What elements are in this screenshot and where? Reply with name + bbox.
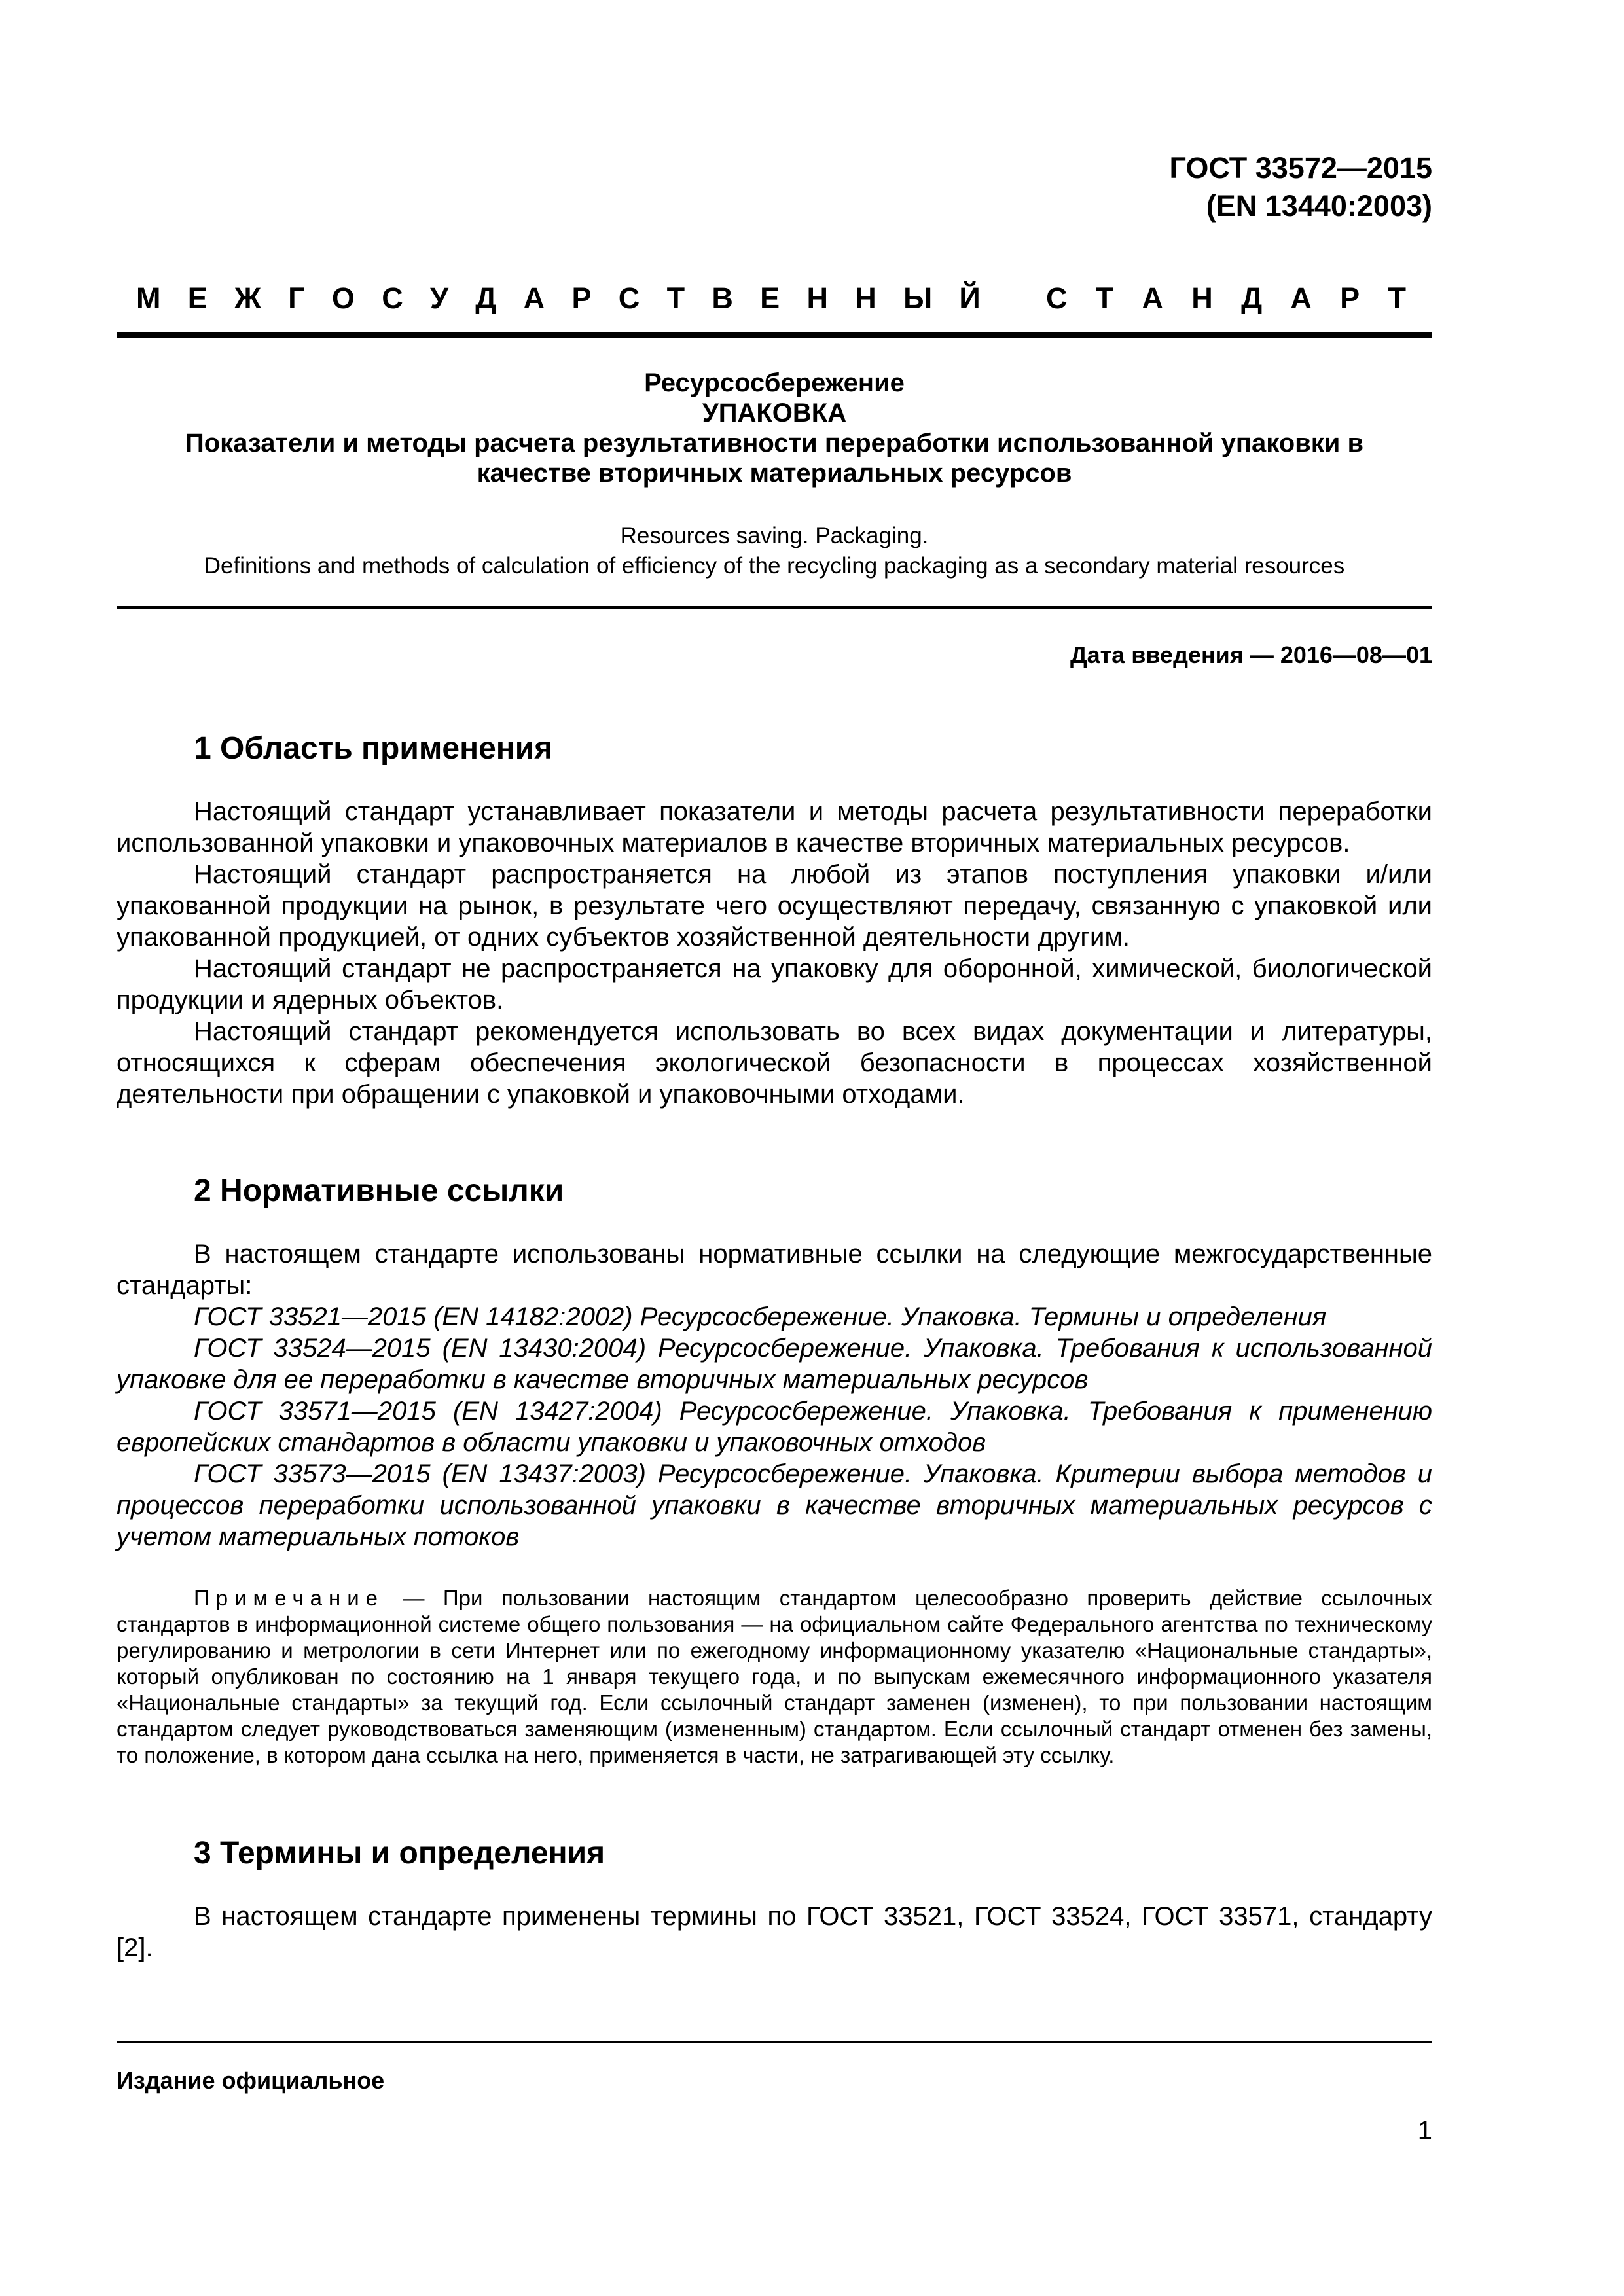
title-rule	[117, 606, 1432, 609]
letter: Н	[855, 281, 876, 315]
official-edition-label: Издание официальное	[117, 2067, 385, 2094]
letter: Р	[1340, 281, 1360, 315]
letter: Т	[1388, 281, 1406, 315]
interstate-word	[117, 280, 981, 317]
letter: Г	[288, 281, 305, 315]
section-1-body	[117, 796, 1432, 1110]
normative-reference: ГОСТ 33571—2015 (EN 13427:2004) Ресурсосбережение. Упаковка. Требования к применению европейских стандартов в области упаковки и упаковочных отходов	[117, 1397, 1432, 1457]
note-paragraph	[117, 1585, 1432, 1768]
paragraph: В настоящем стандарте использованы нормативные ссылки на следующие межгосударственные стандарты:	[117, 1240, 1432, 1300]
normative-reference: ГОСТ 33524—2015 (EN 13430:2004) Ресурсосбережение. Упаковка. Требования к использованной упаковке для ее переработки в качестве вторичных материальных ресурсов	[117, 1334, 1432, 1394]
letter: С	[618, 281, 640, 315]
letter: Н	[806, 281, 828, 315]
header-rule	[117, 332, 1432, 338]
paragraph: Настоящий стандарт распространяется на любой из этапов поступления упаковки и/или упакованной продукции на рынок, в результате чего осуществляют передачу, связанную с упаковкой или упакованной продукцией, от одних субъектов хозяйственной деятельности другим.	[117, 860, 1432, 952]
note-text: — При пользовании настоящим стандартом целесообразно проверить действие ссылочных стандартов в информационной системе общего пользования — на официальном сайте Федерального агентства по техническому регулированию и метрологии в сети Интернет или по ежегодному информационному указателю «Национальные стандарты», который опубликован по состоянию на 1 января текущего года, и по выпускам ежемесячного информационного указателя «Национальные стандарты» за текущий год. Если ссылочный стандарт заменен (изменен), то при пользовании настоящим стандартом следует руководствоваться заменяющим (измененным) стандартом. Если ссылочный стандарт отменен без замены, то положение, в котором дана ссылка на него, применяется в части, не затрагивающей эту ссылку.	[117, 1586, 1433, 1767]
normative-reference: ГОСТ 33521—2015 (EN 14182:2002) Ресурсосбережение. Упаковка. Термины и определения	[194, 1302, 1327, 1331]
letter: Р	[571, 281, 592, 315]
letter: Е	[760, 281, 780, 315]
letter: У	[430, 281, 448, 315]
paragraph: В настоящем стандарте применены термины по ГОСТ 33521, ГОСТ 33524, ГОСТ 33571, стандарту [2].	[117, 1902, 1432, 1962]
letter: Й	[959, 281, 981, 315]
letter: С	[1046, 281, 1068, 315]
section-2-body	[117, 1238, 1432, 1552]
letter: М	[136, 281, 161, 315]
paragraph: Настоящий стандарт не распространяется на упаковку для оборонной, химической, биологической продукции и ядерных объектов.	[117, 954, 1432, 1014]
note-label: Примечание	[194, 1586, 385, 1610]
gost-number: ГОСТ 33572—2015	[1169, 151, 1432, 185]
normative-reference: ГОСТ 33573—2015 (EN 13437:2003) Ресурсосбережение. Упаковка. Критерии выбора методов и процессов переработки использованной упаковки в качестве вторичных материальных ресурсов с учетом материальных потоков	[117, 1460, 1432, 1551]
footer-rule	[117, 2041, 1432, 2043]
letter: В	[712, 281, 733, 315]
letter: Д	[475, 281, 497, 315]
title-line: Ресурсосбережение	[644, 368, 905, 397]
letter: Н	[1191, 281, 1213, 315]
letter: А	[1142, 281, 1164, 315]
title-line: Показатели и методы расчета результативности переработки использованной упаковки в	[185, 429, 1364, 457]
section-3-body	[117, 1901, 1432, 1964]
letter: Т	[666, 281, 685, 315]
section-heading: 2 Нормативные ссылки	[194, 1174, 564, 1208]
letter: Т	[1095, 281, 1114, 315]
letter: А	[523, 281, 545, 315]
letter: С	[382, 281, 403, 315]
document-title	[117, 368, 1432, 488]
letter: Ы	[903, 281, 933, 315]
english-title-line: Definitions and methods of calculation of efficiency of the recycling packaging as a secondary material resources	[204, 553, 1345, 579]
interstate-standard-heading	[117, 280, 1432, 317]
english-title-line: Resources saving. Packaging.	[620, 523, 929, 548]
letter: Е	[187, 281, 208, 315]
english-title	[117, 521, 1432, 581]
note-block	[117, 1585, 1432, 1768]
letter: Ж	[234, 281, 261, 315]
letter: Д	[1241, 281, 1263, 315]
section-heading: 3 Термины и определения	[194, 1836, 605, 1871]
paragraph: Настоящий стандарт устанавливает показатели и методы расчета результативности переработки использованной упаковки и упаковочных материалов в качестве вторичных материальных ресурсов.	[117, 797, 1432, 857]
page-number: 1	[1417, 2116, 1432, 2145]
gost-designation	[1169, 149, 1432, 225]
en-number: (EN 13440:2003)	[1206, 189, 1432, 223]
letter: О	[331, 281, 355, 315]
section-heading: 1 Область применения	[194, 731, 553, 766]
letter: А	[1290, 281, 1312, 315]
introduction-date: Дата введения — 2016—08—01	[1070, 641, 1432, 668]
standard-word	[981, 280, 1432, 317]
title-line: УПАКОВКА	[702, 399, 847, 427]
paragraph: Настоящий стандарт рекомендуется использовать во всех видах документации и литературы, относящихся к сферам обеспечения экологической безопасности в процессах хозяйственной деятельности при обращении с упаковкой и упаковочными отходами.	[117, 1017, 1432, 1109]
title-line: качестве вторичных материальных ресурсов	[477, 459, 1072, 488]
